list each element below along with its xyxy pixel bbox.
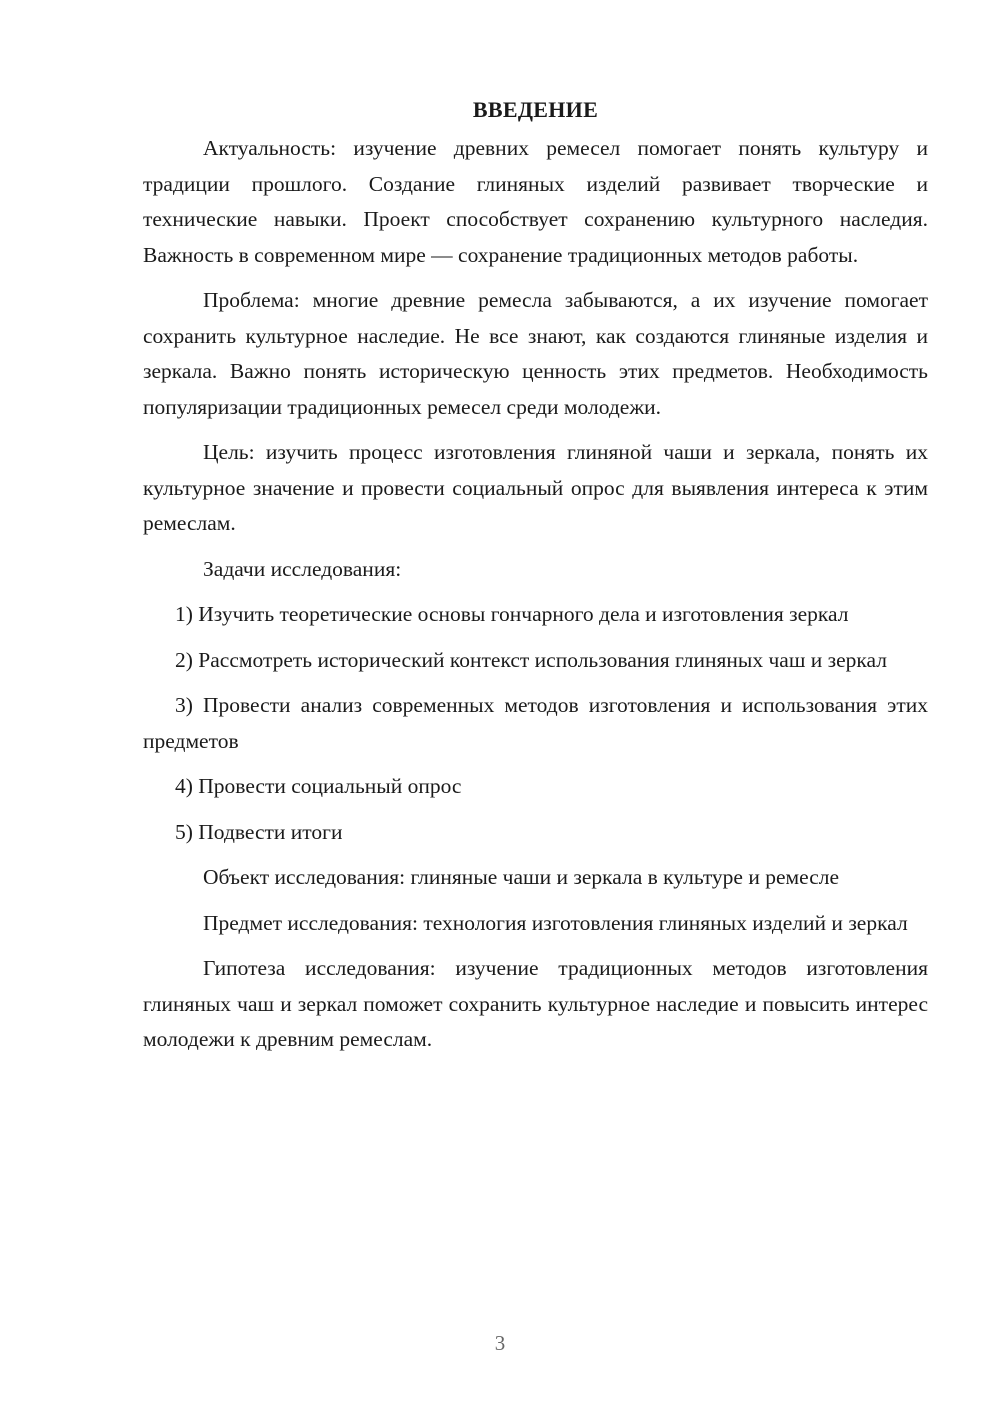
task-item-3: 3) Провести анализ современных методов изготовления и использования этих предметов [143,693,928,753]
task-item-4: 4) Провести социальный опрос [175,774,462,798]
page-title: ВВЕДЕНИЕ [472,97,599,122]
paragraph-subject: Предмет исследования: технология изготовления глиняных изделий и зеркал [203,910,908,935]
paragraph-object: Объект исследования: глиняные чаши и зеркала в культуре и ремесле [203,865,840,889]
task-item-1: 1) Изучить теоретические основы гончарного дела и изготовления зеркал [175,602,849,626]
document-page [143,92,928,1068]
paragraph-hypothesis: Гипотеза исследования: изучение традиционных методов изготовления глиняных чаш и зеркал поможет сохранить культурное наследие и повысить интерес молодежи к древним ремеслам. [143,956,928,1051]
tasks-heading: Задачи исследования: [203,556,402,581]
paragraph-goal: Цель: изучить процесс изготовления глиняной чаши и зеркала, понять их культурное значение и провести социальный опрос для выявления интереса к этим ремеслам. [143,440,928,535]
paragraph-relevance: Актуальность: изучение древних ремесел помогает понять культуру и традиции прошлого. Создание глиняных изделий развивает творческие и технические навыки. Проект способствует сохранению культурного наследия. Важность в современном мире — сохранение традиционных методов работы. [143,136,928,267]
task-item-5: 5) Подвести итоги [175,819,343,844]
paragraph-problem: Проблема: многие древние ремесла забываются, а их изучение помогает сохранить культурное наследие. Не все знают, как создаются глиняные изделия и зеркала. Важно понять историческую ценность этих предметов. Необходимость популяризации традиционных ремесел среди молодежи. [143,288,928,419]
page-number: 3 [494,1331,506,1355]
task-item-2: 2) Рассмотреть исторический контекст использования глиняных чаш и зеркал [175,647,887,672]
